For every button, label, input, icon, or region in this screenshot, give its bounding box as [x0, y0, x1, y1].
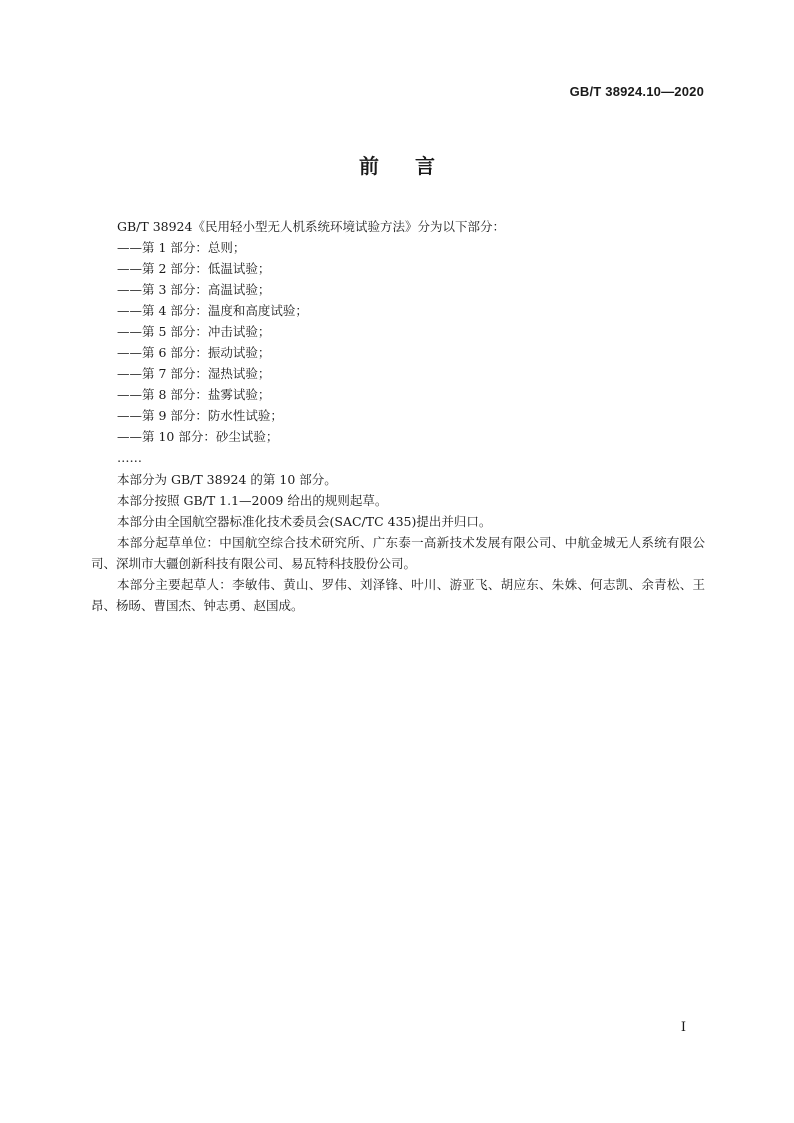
- document-body: [91, 216, 705, 616]
- paragraph-part-number: 本部分为 GB/T 38924 的第 10 部分。: [117, 472, 337, 487]
- list-item: ——第 9 部分：防水性试验；: [117, 408, 283, 423]
- list-item: ——第 4 部分：温度和高度试验；: [117, 303, 308, 318]
- intro-line: GB/T 38924《民用轻小型无人机系统环境试验方法》分为以下部分：: [117, 219, 505, 234]
- page-number: I: [680, 1020, 686, 1035]
- standard-number: GB/T 38924.10—2020: [569, 84, 704, 99]
- list-item: ——第 2 部分：低温试验；: [117, 261, 271, 276]
- list-ellipsis: ……: [117, 450, 142, 465]
- list-item: ——第 1 部分：总则；: [117, 240, 246, 255]
- list-item: ——第 10 部分：砂尘试验；: [117, 429, 279, 444]
- list-item: ——第 6 部分：振动试验；: [117, 345, 271, 360]
- parts-list: [91, 237, 705, 468]
- list-item: ——第 5 部分：冲击试验；: [117, 324, 271, 339]
- list-item: ——第 7 部分：湿热试验；: [117, 366, 271, 381]
- paragraph-drafters: 本部分主要起草人：李敏伟、黄山、罗伟、刘泽锋、叶川、游亚飞、胡应东、朱姝、何志凯、余青松、王昂、杨旸、曹国杰、钟志勇、赵国成。: [91, 577, 705, 613]
- list-item: ——第 8 部分：盐雾试验；: [117, 387, 271, 402]
- paragraph-proposer: 本部分由全国航空器标准化技术委员会(SAC/TC 435)提出并归口。: [117, 514, 492, 529]
- page-title: 前言: [359, 154, 471, 178]
- list-item: ——第 3 部分：高温试验；: [117, 282, 271, 297]
- paragraph-drafting-units: 本部分起草单位：中国航空综合技术研究所、广东泰一高新技术发展有限公司、中航金城无人系统有限公司、深圳市大疆创新科技有限公司、易瓦特科技股份公司。: [91, 535, 705, 571]
- paragraph-drafting-rules: 本部分按照 GB/T 1.1—2009 给出的规则起草。: [117, 493, 388, 508]
